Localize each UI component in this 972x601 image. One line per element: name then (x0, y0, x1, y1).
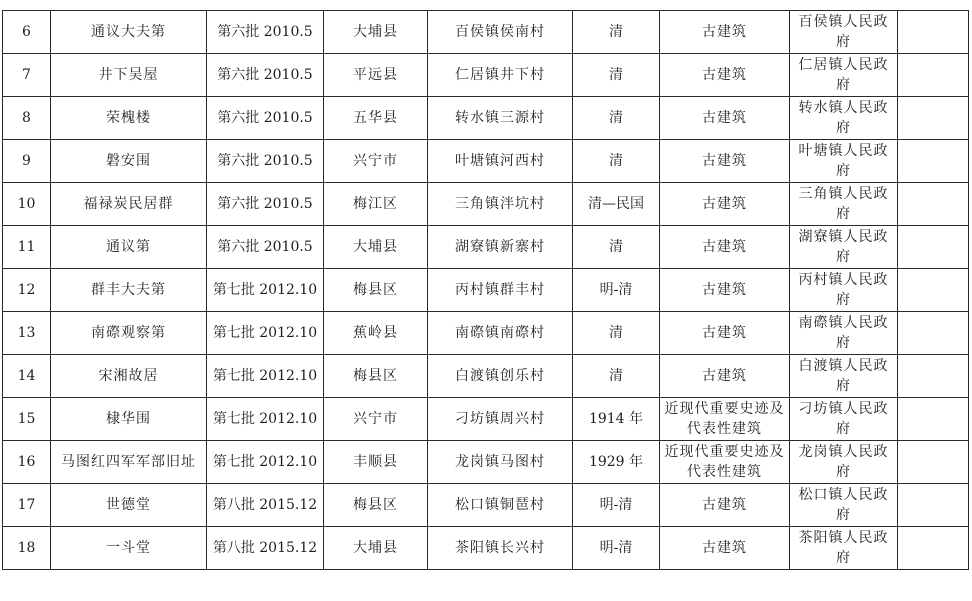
era-cell: 明-清 (573, 269, 660, 312)
location-cell: 湖寮镇新寨村 (428, 226, 573, 269)
batch-cell: 第七批 2012.10 (207, 398, 324, 441)
category-cell: 古建筑 (660, 183, 790, 226)
era-cell: 清 (573, 11, 660, 54)
location-cell: 转水镇三源村 (428, 97, 573, 140)
category-cell: 古建筑 (660, 226, 790, 269)
management-unit-cell: 叶塘镇人民政府 (790, 140, 898, 183)
era-cell: 1914 年 (573, 398, 660, 441)
site-name-cell: 世德堂 (51, 484, 207, 527)
location-cell: 仁居镇井下村 (428, 54, 573, 97)
table-row (3, 355, 969, 398)
batch-cell: 第八批 2015.12 (207, 527, 324, 570)
row-number-cell: 18 (3, 527, 51, 570)
remarks-cell (898, 441, 969, 484)
site-name-cell: 群丰大夫第 (51, 269, 207, 312)
site-name-cell: 福禄炭民居群 (51, 183, 207, 226)
site-name-cell: 通议大夫第 (51, 11, 207, 54)
location-cell: 茶阳镇长兴村 (428, 527, 573, 570)
remarks-cell (898, 312, 969, 355)
row-number-cell: 14 (3, 355, 51, 398)
location-cell: 白渡镇创乐村 (428, 355, 573, 398)
era-cell: 清 (573, 54, 660, 97)
category-cell: 古建筑 (660, 11, 790, 54)
management-unit-cell: 仁居镇人民政府 (790, 54, 898, 97)
era-cell: 清 (573, 140, 660, 183)
row-number-cell: 6 (3, 11, 51, 54)
management-unit-cell: 白渡镇人民政府 (790, 355, 898, 398)
county-cell: 梅江区 (324, 183, 428, 226)
management-unit-cell: 丙村镇人民政府 (790, 269, 898, 312)
table-row (3, 312, 969, 355)
site-name-cell: 荣槐楼 (51, 97, 207, 140)
row-number-cell: 7 (3, 54, 51, 97)
batch-cell: 第六批 2010.5 (207, 226, 324, 269)
era-cell: 清—民国 (573, 183, 660, 226)
batch-cell: 第七批 2012.10 (207, 355, 324, 398)
row-number-cell: 16 (3, 441, 51, 484)
management-unit-cell: 茶阳镇人民政府 (790, 527, 898, 570)
county-cell: 蕉岭县 (324, 312, 428, 355)
table-row (3, 269, 969, 312)
remarks-cell (898, 140, 969, 183)
batch-cell: 第七批 2012.10 (207, 312, 324, 355)
county-cell: 梅县区 (324, 269, 428, 312)
location-cell: 三角镇泮坑村 (428, 183, 573, 226)
era-cell: 明-清 (573, 484, 660, 527)
category-cell: 古建筑 (660, 484, 790, 527)
site-name-cell: 南磜观察第 (51, 312, 207, 355)
site-name-cell: 井下吴屋 (51, 54, 207, 97)
table-row (3, 484, 969, 527)
remarks-cell (898, 355, 969, 398)
batch-cell: 第六批 2010.5 (207, 140, 324, 183)
county-cell: 大埔县 (324, 527, 428, 570)
row-number-cell: 13 (3, 312, 51, 355)
site-name-cell: 通议第 (51, 226, 207, 269)
site-name-cell: 棣华围 (51, 398, 207, 441)
table-row (3, 527, 969, 570)
era-cell: 清 (573, 226, 660, 269)
site-name-cell: 磐安围 (51, 140, 207, 183)
row-number-cell: 17 (3, 484, 51, 527)
county-cell: 平远县 (324, 54, 428, 97)
location-cell: 叶塘镇河西村 (428, 140, 573, 183)
location-cell: 龙岗镇马图村 (428, 441, 573, 484)
category-cell: 古建筑 (660, 269, 790, 312)
category-cell: 古建筑 (660, 312, 790, 355)
remarks-cell (898, 269, 969, 312)
county-cell: 梅县区 (324, 484, 428, 527)
table-row (3, 226, 969, 269)
management-unit-cell: 转水镇人民政府 (790, 97, 898, 140)
remarks-cell (898, 527, 969, 570)
management-unit-cell: 三角镇人民政府 (790, 183, 898, 226)
location-cell: 百侯镇侯南村 (428, 11, 573, 54)
category-cell: 古建筑 (660, 527, 790, 570)
county-cell: 大埔县 (324, 226, 428, 269)
category-cell: 古建筑 (660, 140, 790, 183)
batch-cell: 第七批 2012.10 (207, 441, 324, 484)
remarks-cell (898, 226, 969, 269)
management-unit-cell: 湖寮镇人民政府 (790, 226, 898, 269)
category-cell: 古建筑 (660, 355, 790, 398)
table-row (3, 398, 969, 441)
county-cell: 大埔县 (324, 11, 428, 54)
batch-cell: 第六批 2010.5 (207, 11, 324, 54)
table-row (3, 140, 969, 183)
row-number-cell: 8 (3, 97, 51, 140)
batch-cell: 第八批 2015.12 (207, 484, 324, 527)
era-cell: 1929 年 (573, 441, 660, 484)
table-row (3, 441, 969, 484)
row-number-cell: 10 (3, 183, 51, 226)
category-cell: 近现代重要史迹及代表性建筑 (660, 398, 790, 441)
management-unit-cell: 南磜镇人民政府 (790, 312, 898, 355)
management-unit-cell: 松口镇人民政府 (790, 484, 898, 527)
heritage-table-container (2, 10, 968, 570)
category-cell: 近现代重要史迹及代表性建筑 (660, 441, 790, 484)
remarks-cell (898, 183, 969, 226)
location-cell: 南磜镇南磜村 (428, 312, 573, 355)
county-cell: 兴宁市 (324, 140, 428, 183)
table-row (3, 11, 969, 54)
table-row (3, 183, 969, 226)
management-unit-cell: 龙岗镇人民政府 (790, 441, 898, 484)
remarks-cell (898, 398, 969, 441)
county-cell: 五华县 (324, 97, 428, 140)
heritage-sites-table (2, 10, 969, 570)
era-cell: 清 (573, 97, 660, 140)
county-cell: 兴宁市 (324, 398, 428, 441)
era-cell: 清 (573, 312, 660, 355)
era-cell: 明-清 (573, 527, 660, 570)
row-number-cell: 11 (3, 226, 51, 269)
site-name-cell: 马图红四军军部旧址 (51, 441, 207, 484)
management-unit-cell: 刁坊镇人民政府 (790, 398, 898, 441)
table-row (3, 54, 969, 97)
batch-cell: 第七批 2012.10 (207, 269, 324, 312)
category-cell: 古建筑 (660, 97, 790, 140)
site-name-cell: 一斗堂 (51, 527, 207, 570)
remarks-cell (898, 54, 969, 97)
row-number-cell: 12 (3, 269, 51, 312)
table-row (3, 97, 969, 140)
era-cell: 清 (573, 355, 660, 398)
batch-cell: 第六批 2010.5 (207, 183, 324, 226)
row-number-cell: 15 (3, 398, 51, 441)
site-name-cell: 宋湘故居 (51, 355, 207, 398)
row-number-cell: 9 (3, 140, 51, 183)
table-body (3, 11, 969, 570)
location-cell: 刁坊镇周兴村 (428, 398, 573, 441)
remarks-cell (898, 97, 969, 140)
location-cell: 丙村镇群丰村 (428, 269, 573, 312)
remarks-cell (898, 11, 969, 54)
management-unit-cell: 百侯镇人民政府 (790, 11, 898, 54)
county-cell: 丰顺县 (324, 441, 428, 484)
location-cell: 松口镇铜琶村 (428, 484, 573, 527)
batch-cell: 第六批 2010.5 (207, 97, 324, 140)
category-cell: 古建筑 (660, 54, 790, 97)
remarks-cell (898, 484, 969, 527)
county-cell: 梅县区 (324, 355, 428, 398)
batch-cell: 第六批 2010.5 (207, 54, 324, 97)
